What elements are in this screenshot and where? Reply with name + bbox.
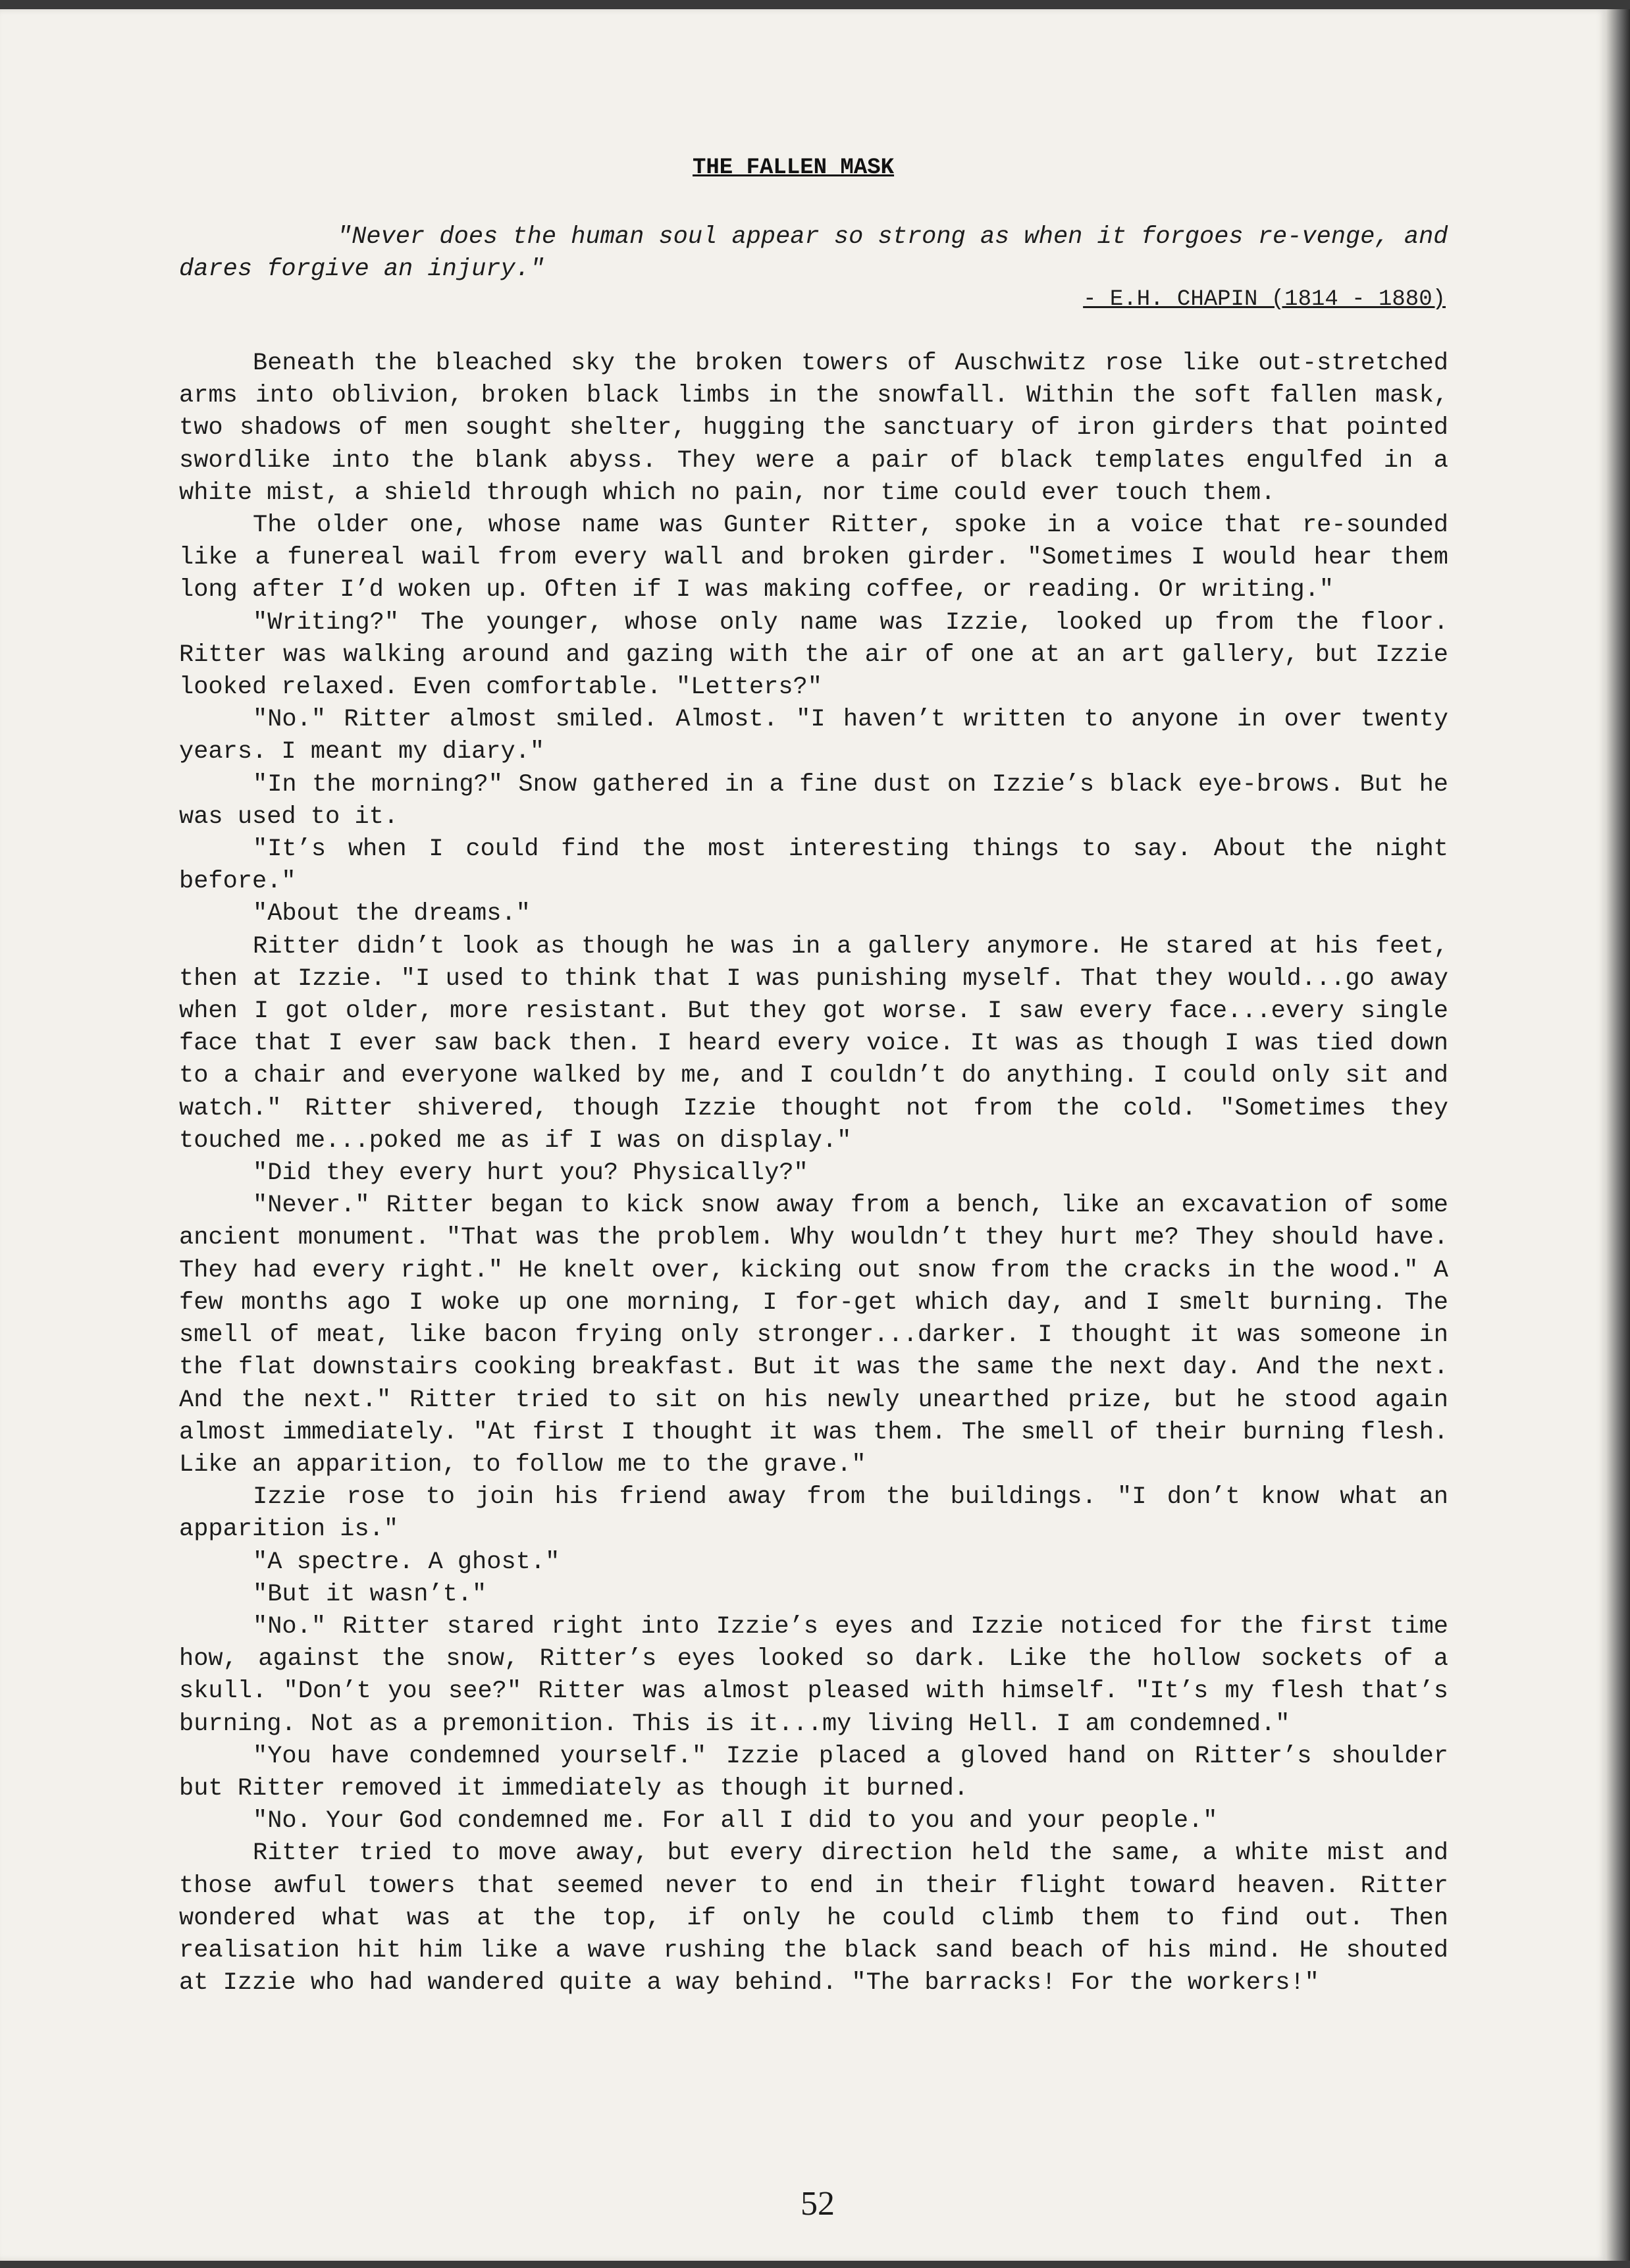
- paragraph: "No." Ritter stared right into Izzie’s eyes and Izzie noticed for the first time how, against the snow, Ritter’s eyes looked so dark. Like the hollow sockets of a skull. "Don’t you see?" Ritter was almost pleased with himself. "It’s my flesh that’s burning. Not as a premonition. This is it...my living Hell. I am condemned.": [179, 1612, 1448, 1738]
- paragraph: The older one, whose name was Gunter Ritter, spoke in a voice that re-sounded like a funereal wail from every wall and broken girder. "Sometimes I would hear them long after I’d woken up. Often if I was making coffee, or reading. Or writing.": [179, 512, 1448, 604]
- paragraph: "In the morning?" Snow gathered in a fine dust on Izzie’s black eye-brows. But he was used to it.: [179, 770, 1448, 831]
- epigraph-attribution: - E.H. CHAPIN (1814 - 1880): [1083, 287, 1446, 312]
- paragraph: "A spectre. A ghost.": [253, 1548, 560, 1576]
- story-body: [179, 348, 1448, 1999]
- paragraph: Ritter didn’t look as though he was in a gallery anymore. He stared at his feet, then at Izzie. "I used to think that I was punishing myself. That they would...go away when I got older, more resistant. But they got worse. I saw every face...every single face that I ever saw back then. I heard every voice. It was as though I was tied down to a chair and everyone walked by me, and I couldn’t do anything. I could only sit and watch." Ritter shivered, though Izzie thought not from the cold. "Sometimes they touched me...poked me as if I was on display.": [179, 932, 1448, 1155]
- page-edge: [1606, 9, 1630, 2261]
- story-title: THE FALLEN MASK: [693, 155, 895, 180]
- paragraph: "Writing?" The younger, whose only name was Izzie, looked up from the floor. Ritter was walking around and gazing with the air of one at an art gallery, but Izzie looked relaxed. Even comfortable. "Letters?": [179, 608, 1448, 702]
- paragraph: "But it wasn’t.": [253, 1580, 487, 1608]
- paragraph: "No. Your God condemned me. For all I did to you and your people.": [253, 1807, 1218, 1835]
- paragraph: "No." Ritter almost smiled. Almost. "I haven’t written to anyone in over twenty years. I meant my diary.": [179, 706, 1448, 766]
- paragraph: "It’s when I could find the most interesting things to say. About the night before.": [179, 835, 1448, 896]
- page-number: 52: [801, 2185, 835, 2223]
- paragraph: Ritter tried to move away, but every direction held the same, a white mist and those awful towers that seemed never to end in their flight toward heaven. Ritter wondered what was at the top, if only he could climb them to find out. Then realisation hit him like a wave rushing the black sand beach of his mind. He shouted at Izzie who had wandered quite a way behind. "The barracks! For the workers!": [179, 1839, 1448, 1997]
- epigraph-quote: "Never does the human soul appear so strong as when it forgoes re-venge, and dares forgive an injury.": [179, 223, 1448, 283]
- paragraph: Beneath the bleached sky the broken towers of Auschwitz rose like out-stretched arms into oblivion, broken black limbs in the snowfall. Within the soft fallen mask, two shadows of men sought shelter, hugging the sanctuary of iron girders that pointed swordlike into the blank abyss. They were a pair of black templates engulfed in a white mist, a shield through which no pain, nor time could ever touch them.: [179, 350, 1448, 507]
- paragraph: "About the dreams.": [253, 900, 531, 928]
- paragraph: "Never." Ritter began to kick snow away from a bench, like an excavation of some ancient monument. "That was the problem. Why wouldn’t they hurt me? They should have. They had every right." He knelt over, kicking out snow from the cracks in the wood." A few months ago I woke up one morning, I for-get which day, and I smelt burning. The smell of meat, like bacon frying only stronger...darker. I thought it was someone in the flat downstairs cooking breakfast. But it was the same the next day. And the next. And the next." Ritter tried to sit on his newly unearthed prize, but he stood again almost immediately. "At first I thought it was them. The smell of their burning flesh. Like an apparition, to follow me to the grave.": [179, 1192, 1448, 1479]
- paragraph: "You have condemned yourself." Izzie placed a gloved hand on Ritter’s shoulder but Ritter removed it immediately as though it burned.: [179, 1742, 1448, 1803]
- paragraph: "Did they every hurt you? Physically?": [253, 1159, 808, 1188]
- paragraph: Izzie rose to join his friend away from the buildings. "I don’t know what an apparition is.": [179, 1483, 1448, 1544]
